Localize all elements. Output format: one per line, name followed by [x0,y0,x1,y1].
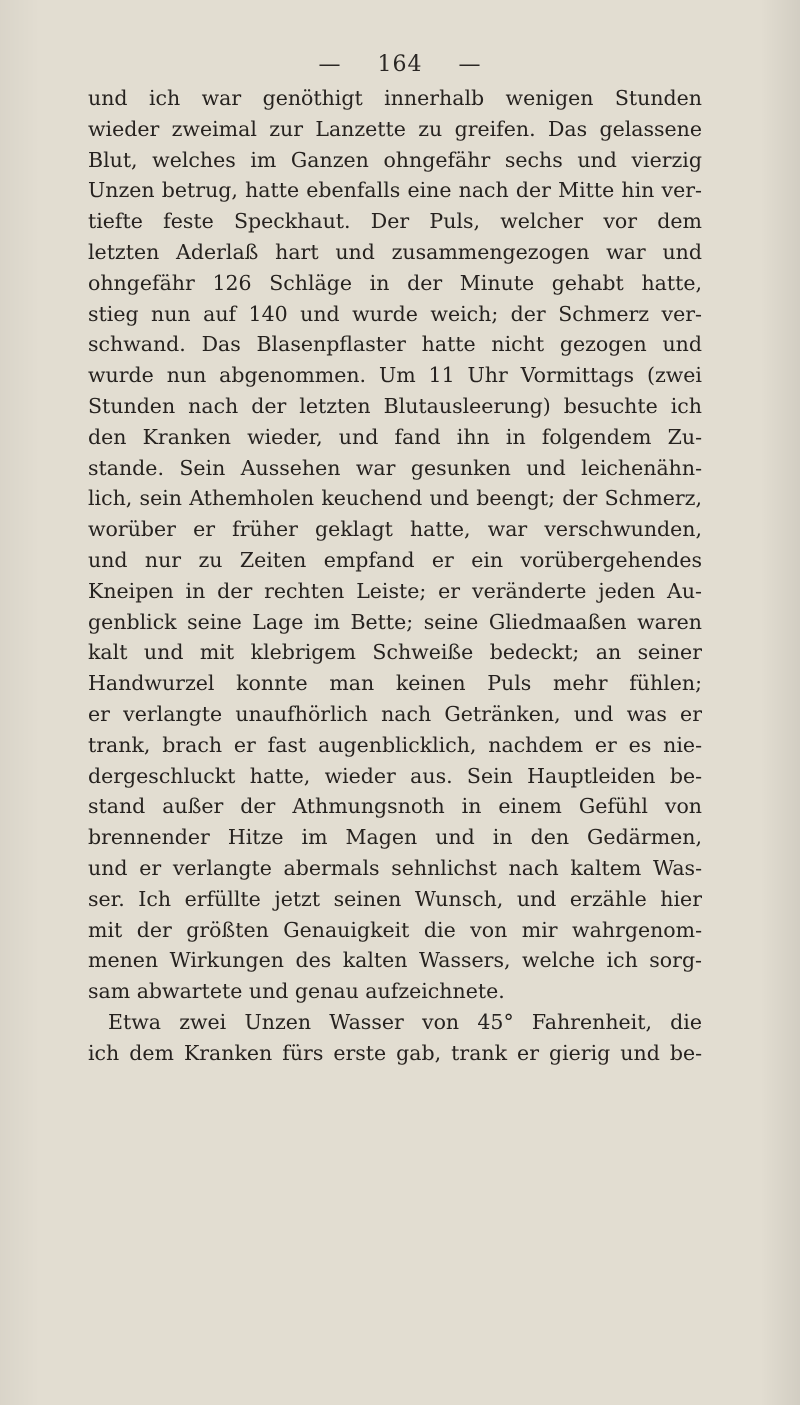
text-line: brennender Hitze im Magen und in den Gedärmen, [88,825,702,850]
text-line: Kneipen in der rechten Leiste; er veränderte jeden Au- [88,578,702,603]
text-line: Handwurzel konnte man keinen Puls mehr fühlen; [88,671,702,696]
text-line: stande. Sein Aussehen war gesunken und leichenähn- [88,455,702,480]
text-line: trank, brach er fast augenblicklich, nachdem er es nie- [88,732,702,757]
text-line: genblick seine Lage im Bette; seine Gliedmaaßen waren [88,609,702,634]
text-line: tiefte feste Speckhaut. Der Puls, welcher vor dem [88,209,702,234]
text-line: wurde nun abgenommen. Um 11 Uhr Vormittags (zwei [88,363,702,388]
text-line: schwand. Das Blasenpflaster hatte nicht gezogen und [88,332,702,357]
text-line: und ich war genöthigt innerhalb wenigen Stunden [88,86,702,110]
text-line: letzten Aderlaß hart und zusammengezogen war und [88,239,702,264]
text-line: Blut, welches im Ganzen ohngefähr sechs und vierzig [88,147,702,172]
text-line: er verlangte unaufhörlich nach Getränken, und was er [88,701,702,726]
text-line: stand außer der Athmungsnoth in einem Gefühl von [88,794,702,819]
body-text [88,83,702,1069]
page-header [0,52,800,77]
text-line: lich, sein Athemholen keuchend und beengt; der Schmerz, [88,486,702,511]
text-line: ich dem Kranken fürs erste gab, trank er gierig und be- [88,1040,702,1065]
header-right-dash: — [458,52,482,77]
text-line: ser. Ich erfüllte jetzt seinen Wunsch, und erzähle hier [88,886,702,911]
text-line: dergeschluckt hatte, wieder aus. Sein Hauptleiden be- [88,763,702,788]
text-line: den Kranken wieder, und fand ihn in folgendem Zu- [88,424,702,449]
text-line: menen Wirkungen des kalten Wassers, welche ich sorg- [88,948,702,973]
text-line: Etwa zwei Unzen Wasser von 45° Fahrenheit, die [108,1009,702,1034]
text-line: und er verlangte abermals sehnlichst nach kaltem Was- [88,855,702,880]
text-line: Unzen betrug, hatte ebenfalls eine nach der Mitte hin ver- [88,178,702,203]
header-left-dash: — [318,52,342,77]
text-line: sam abwartete und genau aufzeichnete. [88,979,505,1004]
text-line: wieder zweimal zur Lanzette zu greifen. Das gelassene [88,116,702,141]
text-line: worüber er früher geklagt hatte, war verschwunden, [88,517,702,542]
text-line: kalt und mit klebrigem Schweiße bedeckt; an seiner [88,640,702,665]
text-line: stieg nun auf 140 und wurde weich; der Schmerz ver- [88,301,702,326]
page-number: 164 [377,52,423,77]
text-line: ohngefähr 126 Schläge in der Minute gehabt hatte, [88,270,702,295]
text-line: mit der größten Genauigkeit die von mir wahrgenom- [88,917,702,942]
text-line: Stunden nach der letzten Blutausleerung) besuchte ich [88,393,702,418]
text-line: und nur zu Zeiten empfand er ein vorübergehendes [88,547,702,572]
